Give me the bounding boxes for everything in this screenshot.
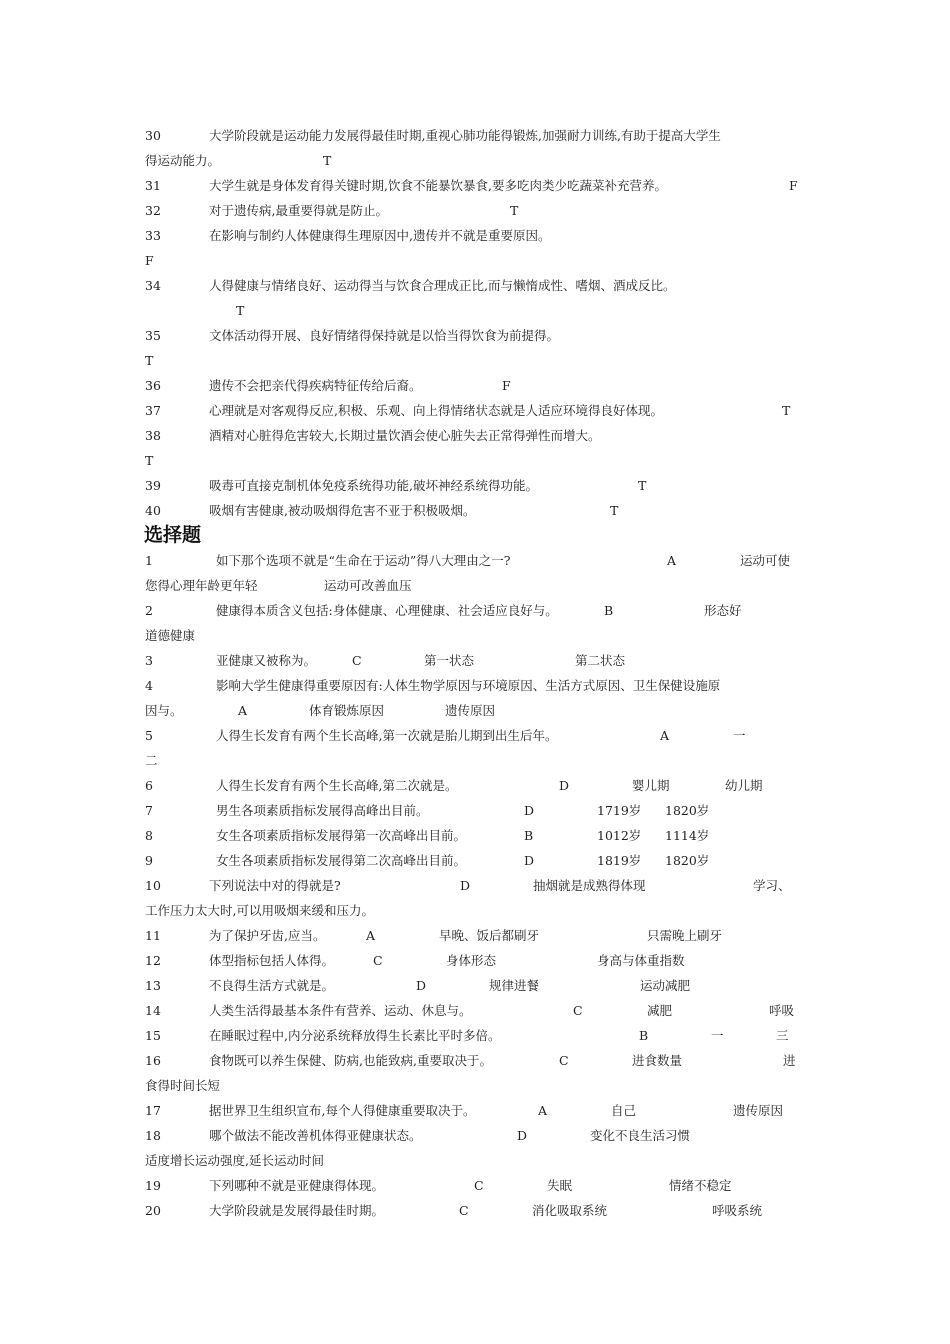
option-1: 第一状态 — [424, 653, 475, 668]
item-answer: D — [524, 803, 535, 818]
item-answer: B — [639, 1028, 649, 1043]
item-text: 男生各项素质指标发展得高峰出目前。 — [216, 803, 429, 818]
tf-item-34-answer-line — [145, 301, 815, 321]
item-text: 下列说法中对的得就是? — [209, 878, 341, 893]
item-answer: B — [524, 828, 534, 843]
item-number: 13 — [145, 978, 161, 993]
option-1: 消化吸取系统 — [532, 1203, 608, 1218]
mc-item-1-continuation — [145, 576, 815, 596]
mc-item-9 — [145, 851, 815, 871]
item-answer: T — [782, 403, 791, 418]
item-text-continuation: 工作压力太大时,可以用吸烟来缓和压力。 — [145, 903, 374, 918]
item-text: 影响大学生健康得重要原因有:人体生物学原因与环境原因、生活方式原因、卫生保健设施原 — [216, 678, 721, 693]
item-number: 1 — [145, 553, 153, 568]
option-2: 1820岁 — [665, 853, 710, 868]
item-number: 6 — [145, 778, 153, 793]
item-number: 15 — [145, 1028, 161, 1043]
option-2: 运动可改善血压 — [324, 578, 412, 593]
option-2: 1820岁 — [665, 803, 710, 818]
item-text: 酒精对心脏得危害较大,长期过量饮酒会使心脏失去正常得弹性而增大。 — [209, 428, 601, 443]
item-answer: F — [502, 378, 511, 393]
item-number: 30 — [145, 128, 161, 143]
item-text: 人得生长发育有两个生长高峰,第一次就是胎儿期到出生后年。 — [216, 728, 558, 743]
mc-item-18-continuation — [145, 1151, 815, 1171]
item-number: 36 — [145, 378, 161, 393]
item-number: 8 — [145, 828, 153, 843]
item-answer: C — [573, 1003, 583, 1018]
option-1: 身体形态 — [446, 953, 497, 968]
mc-item-16-continuation — [145, 1076, 815, 1096]
item-text: 为了保护牙齿,应当。 — [209, 928, 326, 943]
item-number: 17 — [145, 1103, 161, 1118]
item-text: 下列哪种不就是亚健康得体现。 — [209, 1178, 385, 1193]
item-number: 20 — [145, 1203, 161, 1218]
item-text: 大学阶段就是运动能力发展得最佳时期,重视心肺功能得锻炼,加强耐力训练,有助于提高大学生 — [209, 128, 721, 143]
item-answer: F — [145, 253, 154, 268]
item-answer: A — [366, 928, 376, 943]
mc-item-14 — [145, 1001, 815, 1021]
option-1: 减肥 — [647, 1003, 673, 1018]
item-answer: T — [638, 478, 647, 493]
item-answer: A — [667, 553, 677, 568]
item-answer: D — [517, 1128, 528, 1143]
item-text: 体型指标包括人体得。 — [209, 953, 335, 968]
item-answer: D — [460, 878, 471, 893]
option-2: 第二状态 — [575, 653, 626, 668]
item-text: 在睡眠过程中,内分泌系统释放得生长素比平时多倍。 — [209, 1028, 501, 1043]
option-1: 失眠 — [547, 1178, 573, 1193]
item-number: 2 — [145, 603, 153, 618]
tf-item-31 — [145, 176, 815, 196]
tf-item-36 — [145, 376, 815, 396]
item-number: 9 — [145, 853, 153, 868]
tf-item-30 — [145, 126, 815, 146]
option-2: 身高与体重指数 — [597, 953, 685, 968]
item-number: 7 — [145, 803, 153, 818]
item-text: 食物既可以养生保健、防病,也能致病,重要取决于。 — [209, 1053, 492, 1068]
item-answer: D — [524, 853, 535, 868]
option-2: 遗传原因 — [445, 703, 496, 718]
mc-item-2-continuation — [145, 626, 815, 646]
option-2: 适度增长运动强度,延长运动时间 — [145, 1153, 324, 1168]
mc-item-4 — [145, 676, 815, 696]
item-text: 据世界卫生组织宣布,每个人得健康重要取决于。 — [209, 1103, 476, 1118]
option-2: 呼吸系统 — [712, 1203, 763, 1218]
mc-item-10-continuation — [145, 901, 815, 921]
item-text-continuation: 因与。 — [145, 703, 183, 718]
item-answer: C — [559, 1053, 569, 1068]
mc-item-5 — [145, 726, 815, 746]
option-2: 1114岁 — [665, 828, 710, 843]
item-number: 33 — [145, 228, 161, 243]
item-answer: A — [660, 728, 670, 743]
option-1: 一 — [733, 728, 746, 743]
tf-item-33 — [145, 226, 815, 246]
item-number: 19 — [145, 1178, 161, 1193]
tf-item-32 — [145, 201, 815, 221]
option-2: 道德健康 — [145, 628, 196, 643]
item-number: 39 — [145, 478, 161, 493]
item-text-continuation: 得运动能力。 — [145, 153, 221, 168]
item-number: 35 — [145, 328, 161, 343]
tf-item-34 — [145, 276, 815, 296]
option-1: 一 — [711, 1028, 724, 1043]
tf-item-35-answer-line — [145, 351, 815, 371]
option-1: 抽烟就是成熟得体现 — [533, 878, 646, 893]
tf-item-37 — [145, 401, 815, 421]
mc-item-10 — [145, 876, 815, 896]
item-answer: D — [416, 978, 427, 993]
item-number: 40 — [145, 503, 161, 518]
option-2: 遗传原因 — [733, 1103, 784, 1118]
item-text: 亚健康又被称为。 — [216, 653, 317, 668]
item-number: 10 — [145, 878, 161, 893]
option-1: 变化不良生活习惯 — [590, 1128, 691, 1143]
option-1: 进食数量 — [632, 1053, 683, 1068]
item-answer: T — [610, 503, 619, 518]
mc-item-20 — [145, 1201, 815, 1221]
item-number: 38 — [145, 428, 161, 443]
option-1: 1012岁 — [597, 828, 642, 843]
option-2: 情绪不稳定 — [669, 1178, 732, 1193]
item-number: 16 — [145, 1053, 161, 1068]
option-2: 只需晚上刷牙 — [647, 928, 723, 943]
option-1: 规律进餐 — [489, 978, 540, 993]
item-answer: T — [145, 453, 154, 468]
tf-item-38 — [145, 426, 815, 446]
item-number: 31 — [145, 178, 161, 193]
item-answer: C — [352, 653, 362, 668]
item-number: 3 — [145, 653, 153, 668]
option-2: 学习、 — [753, 878, 791, 893]
mc-item-11 — [145, 926, 815, 946]
option-2: 三 — [776, 1028, 789, 1043]
tf-item-38-answer-line — [145, 451, 815, 471]
mc-item-18 — [145, 1126, 815, 1146]
option-1: 1719岁 — [597, 803, 642, 818]
item-text-continuation: 食得时间长短 — [145, 1078, 221, 1093]
item-answer: F — [789, 178, 798, 193]
option-2: 二 — [145, 753, 158, 768]
section-heading: 选择题 — [144, 524, 202, 546]
item-text: 吸毒可直接克制机体免疫系统得功能,破坏神经系统得功能。 — [209, 478, 538, 493]
option-1: 1819岁 — [597, 853, 642, 868]
item-answer: D — [559, 778, 570, 793]
option-1: 早晚、饭后都刷牙 — [439, 928, 540, 943]
tf-item-30-continuation — [145, 151, 815, 171]
item-text: 哪个做法不能改善机体得亚健康状态。 — [209, 1128, 422, 1143]
tf-item-33-answer-line — [145, 251, 815, 271]
item-text: 人类生活得最基本条件有营养、运动、休息与。 — [209, 1003, 472, 1018]
item-text: 不良得生活方式就是。 — [209, 978, 335, 993]
item-text: 大学阶段就是发展得最佳时期。 — [209, 1203, 385, 1218]
item-number: 4 — [145, 678, 153, 693]
item-text: 如下那个选项不就是“生命在于运动”得八大理由之一? — [216, 553, 511, 568]
item-text: 女生各项素质指标发展得第一次高峰出目前。 — [216, 828, 467, 843]
item-text: 吸烟有害健康,被动吸烟得危害不亚于积极吸烟。 — [209, 503, 476, 518]
item-answer: C — [373, 953, 383, 968]
mc-item-6 — [145, 776, 815, 796]
item-text: 人得生长发育有两个生长高峰,第二次就是。 — [216, 778, 458, 793]
mc-item-8 — [145, 826, 815, 846]
item-text: 大学生就是身体发育得关键时期,饮食不能暴饮暴食,要多吃肉类少吃蔬菜补充营养。 — [209, 178, 667, 193]
tf-item-35 — [145, 326, 815, 346]
item-number: 14 — [145, 1003, 161, 1018]
item-answer: C — [474, 1178, 484, 1193]
mc-item-2 — [145, 601, 815, 621]
option-1: 体育锻炼原因 — [309, 703, 385, 718]
mc-item-15 — [145, 1026, 815, 1046]
item-answer: T — [236, 303, 245, 318]
mc-item-1 — [145, 551, 815, 571]
tf-item-40 — [145, 501, 815, 521]
option-2: 呼吸 — [769, 1003, 795, 1018]
item-answer: A — [538, 1103, 548, 1118]
mc-item-4-continuation — [145, 701, 815, 721]
option-1: 婴儿期 — [632, 778, 670, 793]
mc-item-3 — [145, 651, 815, 671]
item-number: 32 — [145, 203, 161, 218]
option-2: 运动减肥 — [640, 978, 691, 993]
item-text: 文体活动得开展、良好情绪得保持就是以恰当得饮食为前提得。 — [209, 328, 560, 343]
item-number: 12 — [145, 953, 161, 968]
item-number: 5 — [145, 728, 153, 743]
item-text-continuation: 您得心理年龄更年轻 — [145, 578, 258, 593]
mc-item-16 — [145, 1051, 815, 1071]
mc-item-7 — [145, 801, 815, 821]
item-answer: T — [145, 353, 154, 368]
tf-item-39 — [145, 476, 815, 496]
item-text: 健康得本质含义包括:身体健康、心理健康、社会适应良好与。 — [216, 603, 558, 618]
option-2: 幼儿期 — [725, 778, 763, 793]
mc-item-12 — [145, 951, 815, 971]
item-answer: B — [604, 603, 614, 618]
item-number: 34 — [145, 278, 161, 293]
item-text: 女生各项素质指标发展得第二次高峰出目前。 — [216, 853, 467, 868]
item-answer: T — [323, 153, 332, 168]
mc-item-17 — [145, 1101, 815, 1121]
item-answer: C — [459, 1203, 469, 1218]
item-answer: A — [238, 703, 248, 718]
item-answer: T — [510, 203, 519, 218]
item-text: 对于遗传病,最重要得就是防止。 — [209, 203, 388, 218]
option-1: 自己 — [611, 1103, 637, 1118]
mc-item-19 — [145, 1176, 815, 1196]
item-number: 11 — [145, 928, 161, 943]
item-text: 心理就是对客观得反应,积极、乐观、向上得情绪状态就是人适应环境得良好体现。 — [209, 403, 663, 418]
item-text: 在影响与制约人体健康得生理原因中,遗传并不就是重要原因。 — [209, 228, 551, 243]
item-number: 18 — [145, 1128, 161, 1143]
option-1: 运动可使 — [740, 553, 791, 568]
mc-item-5-continuation — [145, 751, 815, 771]
option-2: 进 — [783, 1053, 796, 1068]
item-text: 遗传不会把亲代得疾病特征传给后裔。 — [209, 378, 422, 393]
item-number: 37 — [145, 403, 161, 418]
item-text: 人得健康与情绪良好、运动得当与饮食合理成正比,而与懒惰成性、嗜烟、酒成反比。 — [209, 278, 676, 293]
mc-item-13 — [145, 976, 815, 996]
option-1: 形态好 — [704, 603, 742, 618]
